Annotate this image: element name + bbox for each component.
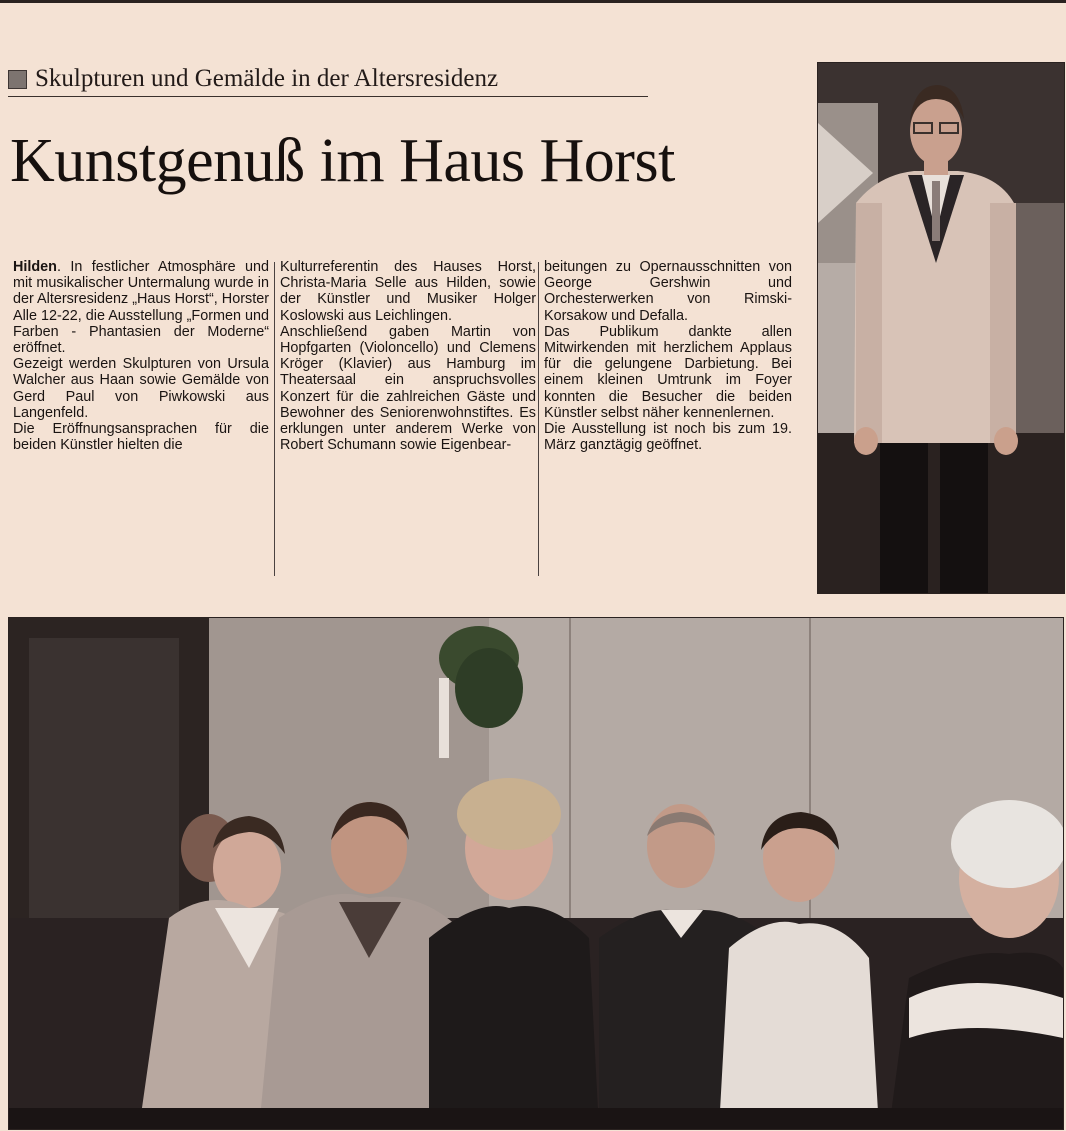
article-column-1 (13, 259, 269, 577)
paragraph: Die Eröffnungsansprachen für die beiden Künstler hielten die (13, 421, 269, 454)
paragraph: Anschließend gaben Martin von Hopfgarten (Violoncello) und Clemens Kröger (Klavier) aus Hamburg im Theatersaal ein anspruchsvolles Konzert für die zahlreichen Gäste und Bewohner des Seniorenwohnstiftes. Es erklungen unter anderem Werke von Robert Schumann sowie Eigenbear- (280, 323, 536, 454)
paragraph-text: . In festlicher Atmosphäre und mit musikalischer Untermalung wurde in der Altersresidenz „Haus Horst“, Horster Alle 12-22, die Ausstellung „Formen und Farben - Phantasien der Moderne“ eröffnet. (13, 259, 269, 357)
paragraph: beitungen zu Opernausschnitten von George Gershwin und Orchesterwerken von Rimski-Korsakow und Defalla. (544, 259, 792, 324)
portrait-photo (817, 62, 1065, 594)
column-divider (538, 262, 539, 576)
dateline: Hilden (13, 259, 57, 275)
paragraph (13, 259, 269, 356)
paragraph: Kulturreferentin des Hauses Horst, Christa-Maria Selle aus Hilden, sowie der Künstler und Musiker Holger Koslowski aus Leichlingen. (280, 259, 536, 324)
column-divider (274, 262, 275, 576)
audience-photo (8, 617, 1064, 1130)
headline: Kunstgenuß im Haus Horst (10, 127, 675, 195)
article-column-2 (280, 259, 536, 577)
paragraph: Die Ausstellung ist noch bis zum 19. März ganztägig geöffnet. (544, 421, 792, 454)
top-rule (0, 0, 1066, 3)
paragraph: Das Publikum dankte allen Mitwirkenden mit herzlichem Applaus für die gelungene Darbietung. Bei einem kleinen Umtrunk im Foyer konnten die Besucher die beiden Künstler selbst näher kennenlernen. (544, 323, 792, 421)
paragraph: Gezeigt werden Skulpturen von Ursula Walcher aus Haan sowie Gemälde von Gerd Paul von Piwkowski aus Langenfeld. (13, 356, 269, 421)
kicker-line (8, 62, 648, 97)
square-bullet-icon (8, 70, 27, 89)
article-column-3 (544, 259, 792, 577)
kicker-text: Skulpturen und Gemälde in der Altersresidenz (35, 65, 499, 92)
